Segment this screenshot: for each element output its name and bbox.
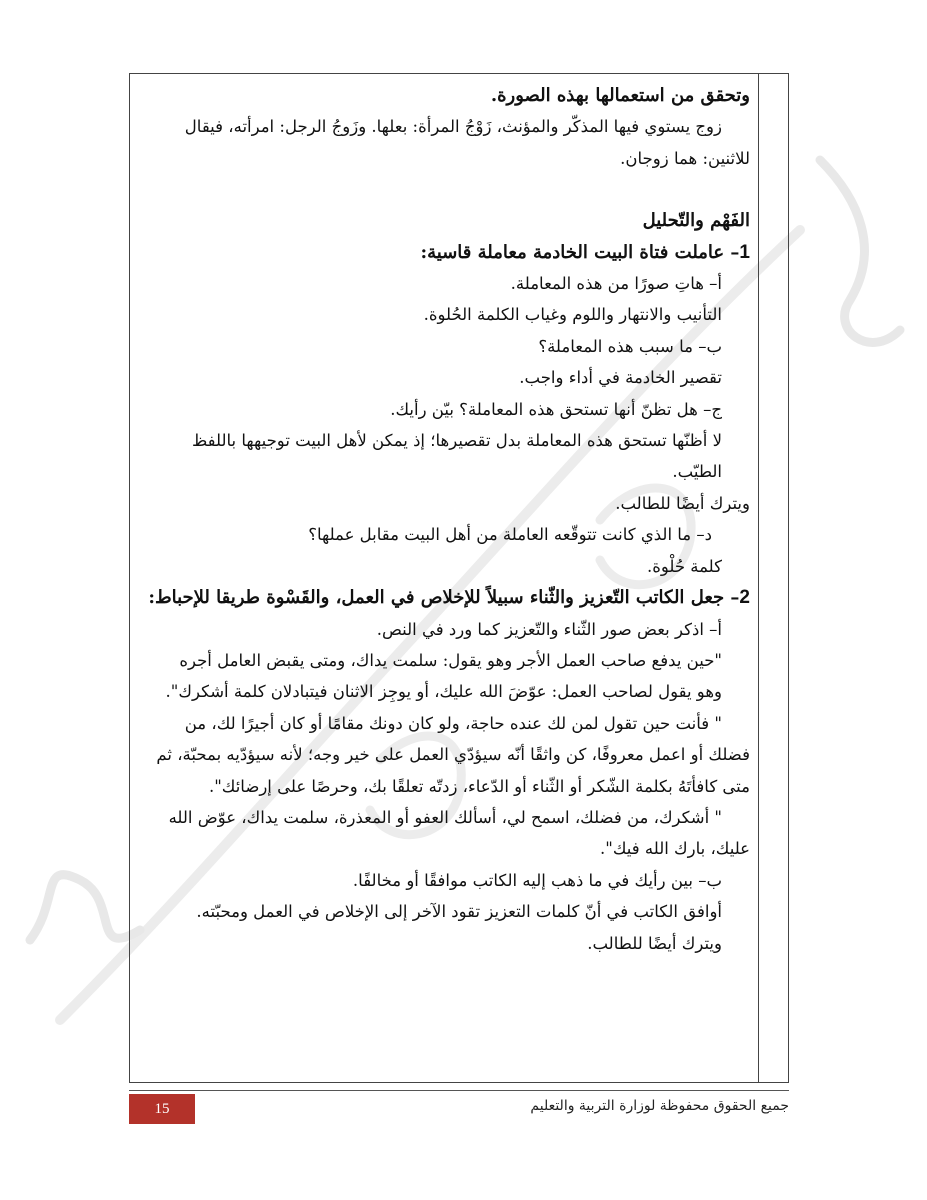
quote-2-line-2: فضلك أو اعمل معروفًا، كن واثقًا أنّه سيؤدّي العمل على خير وجه؛ لأنه سيؤدّيه بمحبّة، ثم — [156, 745, 750, 765]
quote-3-line-1: " أشكرك، من فضلك، اسمح لي، أسألك العفو أو المعذرة، سلمت يداك، عوّض الله — [168, 807, 722, 827]
answer-1d: كلمة حُلْوة. — [646, 556, 722, 576]
quote-2-line-3: متى كافأتَهُ بكلمة الشّكر أو الثّناء أو الدّعاء، زدتّه تعلقًا بك، وحرصًا على إرضائك". — [208, 776, 750, 796]
footer-divider — [129, 1090, 789, 1091]
side-column — [758, 74, 788, 1082]
question-2a: أ– اذكر بعض صور الثّناء والتّعزيز كما ورد في النص. — [376, 619, 722, 639]
question-1-text: – عاملت فتاة البيت الخادمة معاملة قاسية: — [420, 241, 740, 263]
question-1c: ج– هل تظنّ أنها تستحق هذه المعاملة؟ بيّن رأيك. — [390, 399, 722, 419]
definition-line-1: زوج يستوي فيها المذكّر والمؤنث، زَوْجُ المرأة: بعلها. وزَوجُ الرجل: امرأته، فيقال — [184, 117, 722, 137]
question-2b: ب– بين رأيك في ما ذهب إليه الكاتب موافقًا أو مخالفًا. — [352, 870, 722, 890]
quote-2-line-1: " فأنت حين تقول لمن لك عنده حاجة، ولو كان دونك مقامًا أو كان أجيرًا لك، من — [184, 713, 722, 733]
quote-3-line-2: عليك، بارك الله فيك". — [600, 839, 750, 859]
question-1b: ب– ما سبب هذه المعاملة؟ — [538, 336, 722, 356]
content-table — [129, 73, 789, 1083]
section-title: الفَهْم والتّحليل — [642, 210, 750, 232]
question-1a: أ– هاتِ صورًا من هذه المعاملة. — [510, 274, 722, 294]
question-1-number: 1 — [739, 241, 750, 263]
question-2-text: – جعل الكاتب التّعزيز والثّناء سبيلاً للإخلاص في العمل، والقَسْوة طريقا للإحباط: — [148, 587, 740, 609]
question-2 — [138, 582, 750, 613]
question-1d: د– ما الذي كانت تتوقّعه العاملة من أهل البيت مقابل عملها؟ — [308, 525, 712, 545]
quote-1-line-1: "حين يدفع صاحب العمل الأجر وهو يقول: سلمت يداك، ومتى يقبض العامل أجره — [179, 650, 722, 670]
answer-1c-line-1: لا أظنّها تستحق هذه المعاملة بدل تقصيرها؛ إذ يمكن لأهل البيت توجيهها باللفظ الطيّب. — [192, 431, 722, 482]
content-cell — [138, 80, 750, 959]
intro-heading: وتحقق من استعمالها بهذه الصورة. — [490, 85, 750, 106]
definition-line-2: للاثنين: هما زوجان. — [620, 148, 750, 168]
answer-2b-line-1: أوافق الكاتب في أنّ كلمات التعزيز تقود الآخر إلى الإخلاص في العمل ومحبّته. — [196, 902, 722, 922]
answer-1a: التأنيب والانتهار واللوم وغياب الكلمة الحُلوة. — [423, 305, 722, 325]
footer-copyright: جميع الحقوق محفوظة لوزارة التربية والتعليم — [530, 1098, 789, 1114]
answer-2b-line-2: ويترك أيضًا للطالب. — [587, 933, 722, 953]
answer-1b: تقصير الخادمة في أداء واجب. — [519, 368, 722, 388]
page-number-badge: 15 — [129, 1094, 195, 1124]
question-2-number: 2 — [739, 587, 750, 609]
quote-1-line-2: وهو يقول لصاحب العمل: عوّضَ الله عليك، أو يوجِز الاثنان فيتبادلان كلمة أشكرك". — [165, 682, 722, 702]
answer-1c-line-2: ويترك أيضًا للطالب. — [615, 493, 750, 513]
question-1 — [138, 237, 750, 268]
